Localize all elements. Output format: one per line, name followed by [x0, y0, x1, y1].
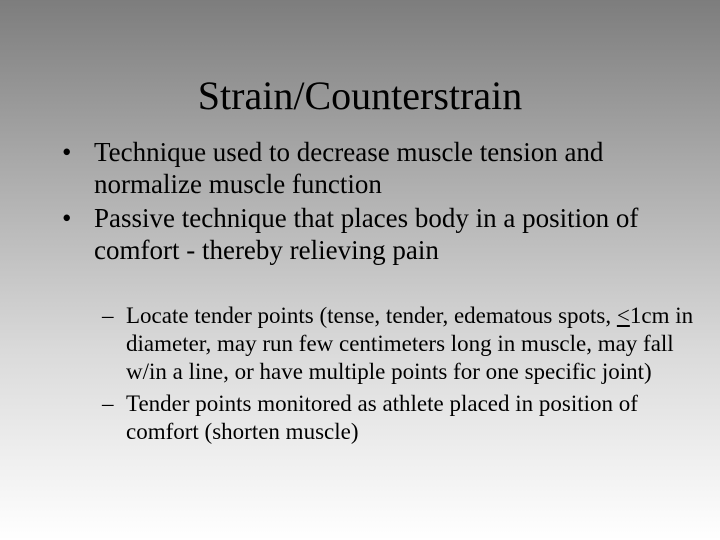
sub-bullet-text-after: 1cm in diameter, may run few centimeters long in muscle, may fall w/in a line, or have multiple points for one specific joint) [126, 303, 694, 384]
sub-bullet-marker: – [102, 303, 114, 328]
sub-bullet-text: Tender points monitored as athlete placed in position of comfort (shorten muscle) [126, 391, 638, 444]
sub-bullet-item [102, 302, 702, 386]
bullet-item [62, 136, 702, 200]
less-than-symbol: < [616, 303, 630, 328]
slide-title: Strain/Counterstrain [197, 73, 523, 118]
bullet-text: Passive technique that places body in a position of comfort - thereby relieving pain [94, 203, 639, 265]
bullet-list [62, 136, 702, 268]
sub-bullet-marker: – [102, 391, 114, 416]
sub-bullet-item [102, 390, 702, 446]
bullet-item [62, 202, 702, 266]
bullet-marker: • [62, 203, 72, 233]
sub-bullet-list [102, 302, 702, 450]
sub-bullet-text-before: Locate tender points (tense, tender, edematous spots, [126, 303, 617, 328]
bullet-marker: • [62, 137, 72, 167]
bullet-text: Technique used to decrease muscle tension and normalize muscle function [94, 137, 604, 199]
